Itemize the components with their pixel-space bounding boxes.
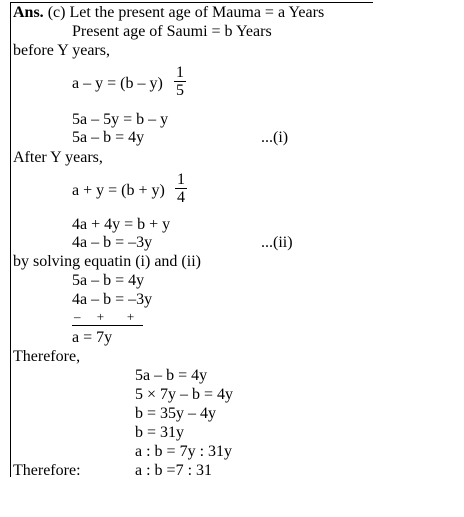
solving-heading: by solving equatin (i) and (ii) [13, 253, 201, 270]
equation-solve-result: a = 7y [72, 329, 113, 346]
fraction-numerator: 1 [176, 64, 184, 81]
fraction-one-fifth [174, 64, 186, 99]
equation-solve-2: 4a – b = –3y [72, 291, 153, 308]
answer-label: Ans. [13, 4, 44, 21]
subtraction-rule [72, 325, 143, 326]
subtraction-signs: – + + [74, 309, 135, 324]
final-ratio: a : b =7 : 31 [135, 462, 213, 479]
equation-tag-i: ...(i) [261, 129, 289, 146]
fraction-denominator: 4 [177, 189, 185, 206]
equation-final-5: a : b = 7y : 31y [135, 443, 233, 460]
answer-first-line [13, 3, 324, 22]
equation-before-3: 5a – b = 4y [72, 129, 145, 146]
let-mauma-line: (c) Let the present age of Mauma = a Years [47, 4, 325, 21]
fraction-denominator: 5 [176, 82, 184, 99]
equation-final-4: b = 31y [135, 424, 185, 441]
equation-tag-ii: ...(ii) [261, 234, 293, 251]
fraction-one-fourth [175, 171, 187, 206]
equation-final-2: 5 × 7y – b = 4y [135, 386, 234, 403]
after-y-years-heading: After Y years, [13, 149, 103, 166]
equation-solve-1: 5a – b = 4y [72, 272, 145, 289]
saumi-age-line: Present age of Saumi = b Years [72, 23, 272, 40]
equation-final-3: b = 35y – 4y [135, 405, 217, 422]
before-y-years-heading: before Y years, [13, 42, 110, 59]
equation-after-2: 4a + 4y = b + y [72, 216, 171, 233]
equation-after-3: 4a – b = –3y [72, 234, 153, 251]
therefore-colon-label: Therefore: [13, 462, 81, 479]
equation-before-1: a – y = (b – y) [72, 75, 163, 92]
therefore-heading: Therefore, [13, 348, 81, 365]
equation-before-2: 5a – 5y = b – y [72, 111, 169, 128]
equation-final-1: 5a – b = 4y [135, 367, 208, 384]
fraction-numerator: 1 [177, 171, 185, 188]
equation-after-1: a + y = (b + y) [72, 182, 165, 199]
